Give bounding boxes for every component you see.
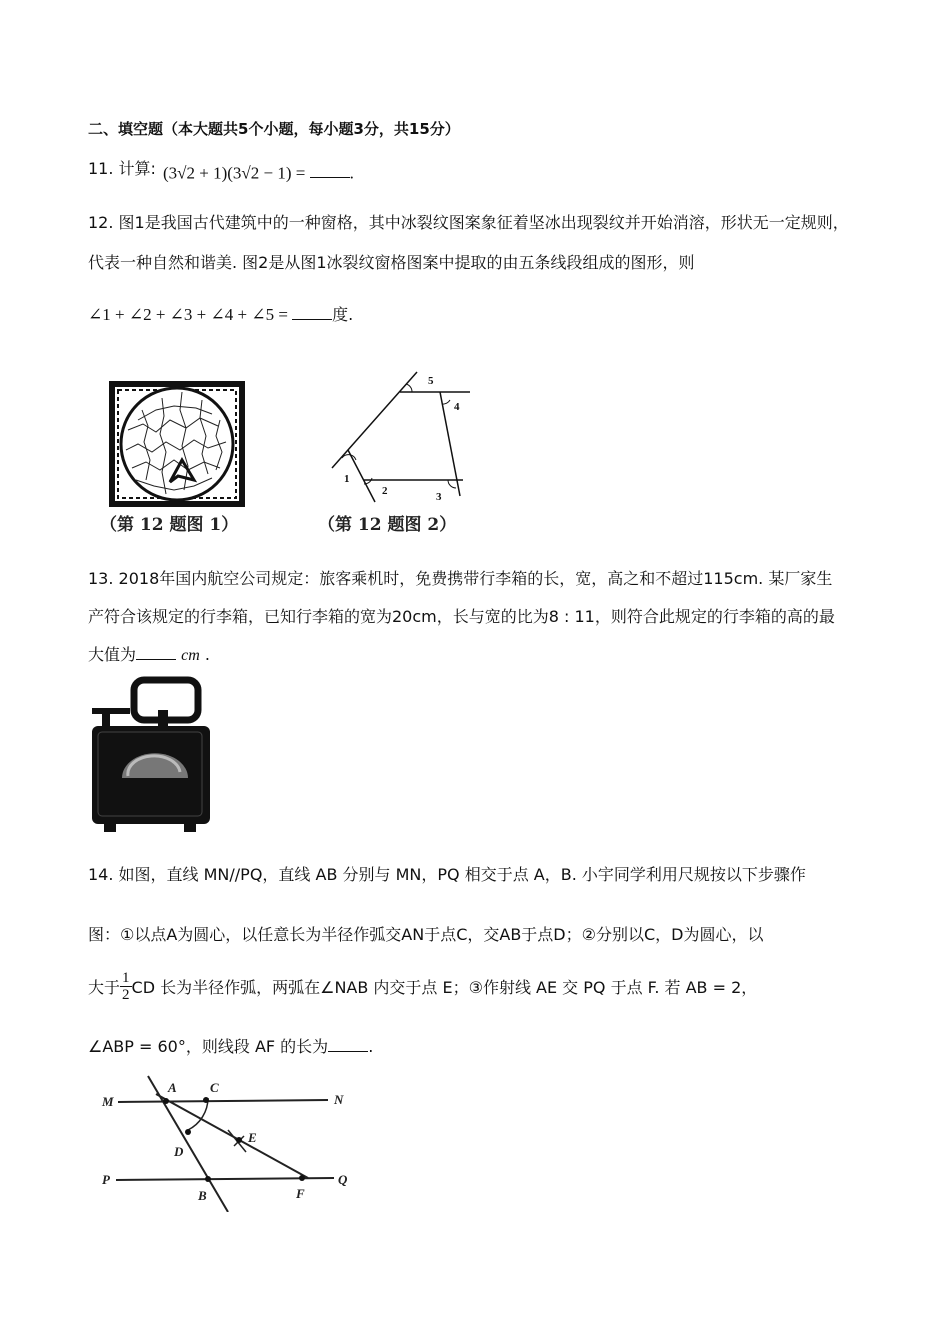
fig-label-Q: Q [338, 1172, 348, 1187]
q13-line3-prefix: 大值为 [88, 645, 137, 664]
construction-figure [96, 1070, 366, 1212]
fig-label-E: E [248, 1130, 257, 1145]
q11-expr-text: (3√2 + 1)(3√2 − 1) = [163, 163, 306, 183]
q12-answer-blank [292, 304, 332, 320]
fig-label-A: A [168, 1080, 177, 1095]
fig-label-B: B [198, 1188, 207, 1203]
q13-line1: 13. 2018年国内航空公司规定：旅客乘机时，免费携带行李箱的长，宽，高之和不超过115cm. 某厂家生 [88, 569, 833, 588]
q13-answer-blank [136, 645, 176, 660]
fig-label-F: F [296, 1186, 305, 1201]
q13-line2: 产符合该规定的行李箱，已知行李箱的宽为20cm，长与宽的比为8 : 11，则符合此规定的行李箱的高的最 [88, 607, 835, 626]
fig-label-N: N [334, 1092, 344, 1107]
q11-answer-blank [310, 162, 350, 178]
q13-line3-end: . [204, 645, 210, 664]
q14-line3 [88, 970, 757, 1003]
q12-expr-text: ∠1 + ∠2 + ∠3 + ∠4 + ∠5 = [88, 305, 288, 324]
q14-line4 [88, 1034, 373, 1057]
q13-unit: cm [181, 647, 200, 664]
suitcase-image [88, 676, 218, 834]
q14-line4-a: ∠ABP = 60°，则线段 AF 的长为 [88, 1037, 329, 1056]
q12-line2: 代表一种自然和谐美. 图2是从图1冰裂纹窗格图案中提取的由五条线段组成的图形，则 [88, 253, 695, 272]
fig-label-D: D [174, 1144, 184, 1159]
q14-line1: 14. 如图，直线 MN//PQ，直线 AB 分别与 MN，PQ 相交于点 A，B. 小宇同学利用尺规按以下步骤作 [88, 865, 806, 884]
fig2-label-3: 3 [436, 491, 442, 503]
fig2-label-5: 5 [428, 375, 434, 387]
fig2-label-1: 1 [344, 473, 350, 485]
q12-expression [88, 302, 353, 325]
q14-line4-end: . [368, 1037, 374, 1056]
fig-label-M: M [102, 1094, 114, 1109]
q11-expression: (3√2 + 1)(3√2 − 1) = . [163, 163, 354, 183]
q14-frac-den: 2 [122, 987, 130, 1003]
q12-unit: 度. [332, 305, 354, 324]
q14-line3-b: CD 长为半径作弧，两弧在∠NAB 内交于点 E；③作射线 AE 交 PQ 于点 F. 若 AB = 2， [131, 978, 758, 997]
fig1-caption: （第 12 题图 1） [100, 515, 239, 535]
ice-crack-window-figure [108, 380, 248, 510]
section-title: 二、填空题（本大题共5个小题，每小题3分，共15分） [88, 120, 460, 138]
q11-label: 11. 计算: [88, 159, 156, 178]
five-segment-figure [320, 370, 490, 510]
q14-line2: 图：①以点A为圆心，以任意长为半径作弧交AN于点C，交AB于点D；②分别以C，D为圆心，以 [88, 925, 764, 944]
q12-line1: 12. 图1是我国古代建筑中的一种窗格，其中冰裂纹图案象征着坚冰出现裂纹并开始消溶，形状无一定规则， [88, 213, 849, 232]
fig-label-C: C [210, 1080, 219, 1095]
fig-label-P: P [102, 1172, 110, 1187]
q14-frac-num: 1 [122, 970, 130, 986]
q14-line3-a: 大于 [88, 978, 121, 997]
q13-line3 [88, 642, 210, 665]
q14-answer-blank [328, 1037, 368, 1052]
fig2-label-2: 2 [382, 485, 388, 497]
q14-fraction [120, 970, 132, 1003]
fig2-label-4: 4 [454, 401, 460, 413]
fig2-caption: （第 12 题图 2） [318, 515, 457, 535]
